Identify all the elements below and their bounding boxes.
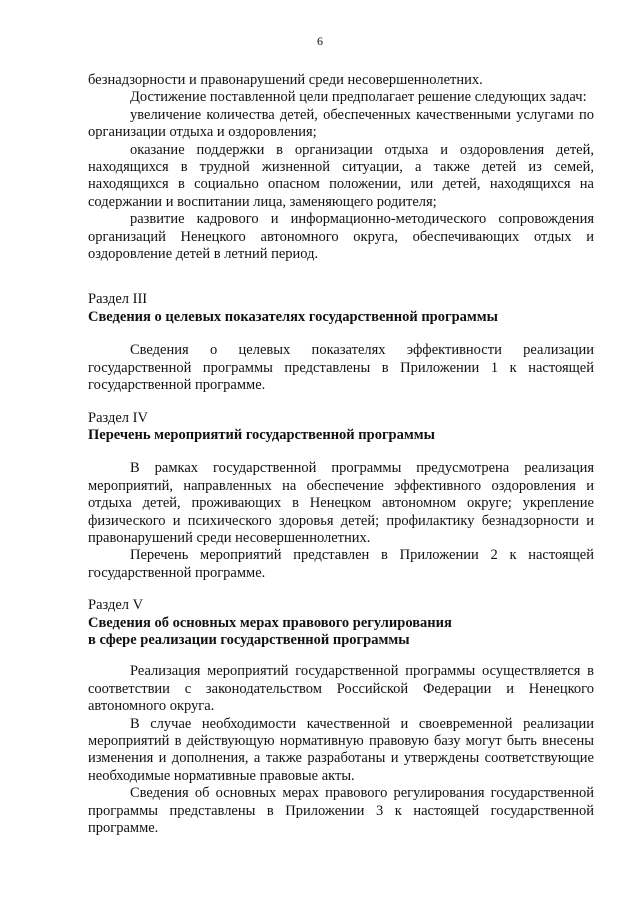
section-title: Сведения о целевых показателях государственной программы bbox=[88, 308, 498, 325]
paragraph: развитие кадрового и информационно-методического сопровождения организаций Ненецкого автономного округа, обеспечивающих отдых и оздоровление детей в летний период. bbox=[88, 211, 594, 263]
paragraph: увеличение количества детей, обеспеченных качественными услугами по организации отдыха и оздоровления; bbox=[88, 106, 594, 141]
paragraph: безнадзорности и правонарушений среди несовершеннолетних. bbox=[88, 72, 483, 88]
paragraph: Сведения о целевых показателях эффективности реализации государственной программы представлены в Приложении 1 к настоящей государственной программе. bbox=[88, 342, 594, 394]
paragraph: В случае необходимости качественной и своевременной реализации мероприятий в действующую нормативную правовую базу могут быть внесены изменения и дополнения, а также разработаны и утверждены соответствующие необходимые нормативные правовые акты. bbox=[88, 715, 594, 784]
document-body bbox=[88, 72, 594, 837]
paragraph: Реализация мероприятий государственной программы осуществляется в соответствии с законодательством Российской Федерации и Ненецкого автономного округа. bbox=[88, 663, 594, 715]
paragraph: В рамках государственной программы предусмотрена реализация мероприятий, направленных на обеспечение эффективного оздоровления и отдыха детей, проживающих в Ненецком автономном округе; укрепление физического и психического здоровья детей; профилактику безнадзорности и правонарушений среди несовершеннолетних. bbox=[88, 460, 594, 546]
section-title: в сфере реализации государственной программы bbox=[88, 631, 410, 648]
paragraph: Перечень мероприятий представлен в Приложении 2 к настоящей государственной программе. bbox=[88, 547, 594, 581]
section-title: Перечень мероприятий государственной программы bbox=[88, 426, 435, 443]
section-label: Раздел III bbox=[88, 291, 148, 308]
paragraph: оказание поддержки в организации отдыха и оздоровления детей, находящихся в трудной жизненной ситуации, а также детей из семей, находящихся в социально опасном положении, или детей, находящихся на содержании и воспитании лица, заменяющего родителя; bbox=[88, 141, 594, 210]
section-label: Раздел V bbox=[88, 597, 144, 614]
paragraph: Сведения об основных мерах правового регулирования государственной программы представлены в Приложении 3 к настоящей государственной программе. bbox=[88, 785, 594, 837]
section-title: Сведения об основных мерах правового регулирования bbox=[88, 614, 452, 631]
page-number: 6 bbox=[317, 34, 323, 48]
paragraph: Достижение поставленной цели предполагает решение следующих задач: bbox=[130, 89, 587, 106]
section-label: Раздел IV bbox=[88, 409, 148, 426]
